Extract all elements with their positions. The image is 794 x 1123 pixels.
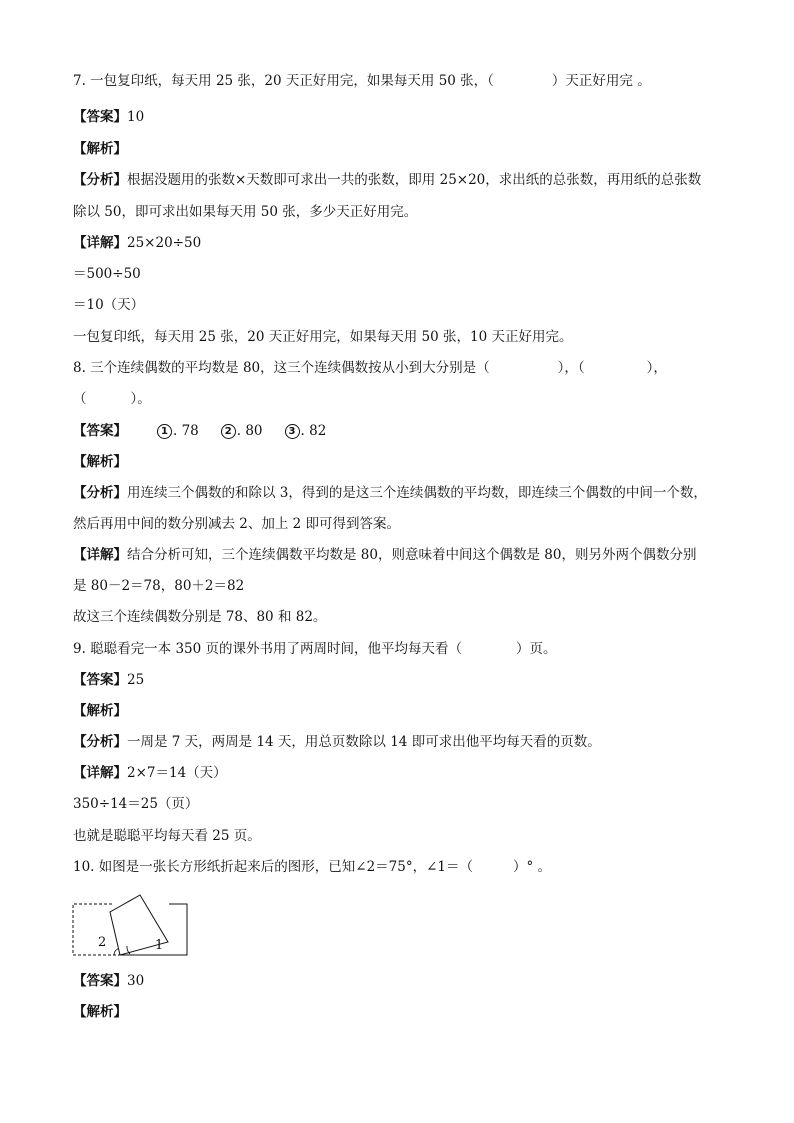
q10-stem-text: 10. 如图是一张长方形纸折起来后的图形，已知∠2＝75°，∠1＝（ xyxy=(73,859,473,875)
q8-conclusion-text: 故这三个连续偶数分别是 78、80 和 82。 xyxy=(73,609,327,625)
q7-detail-3 xyxy=(73,296,144,314)
q9-stem xyxy=(73,640,557,658)
q10-analysis xyxy=(73,1003,127,1021)
q8-stem-sep-2: ）， xyxy=(646,360,667,376)
q8-conclusion xyxy=(73,608,326,626)
fenxi-tag: 【分析】 xyxy=(73,734,127,750)
detail-tag: 【详解】 xyxy=(73,765,127,781)
q7-stem-end: ）天正好用完 。 xyxy=(551,73,651,89)
q8-stem-sep: ），（ xyxy=(557,360,585,376)
q8-stem xyxy=(73,359,667,377)
analysis-tag: 【解析】 xyxy=(73,141,127,157)
q8-answer-3 xyxy=(285,423,327,439)
circled-number-2: 2 xyxy=(221,424,236,439)
q10-stem xyxy=(73,858,551,876)
detail-tag: 【详解】 xyxy=(73,235,127,251)
q7-detail-2 xyxy=(73,265,141,283)
q7-fenxi-text-1: 根据没题用的张数×天数即可求出一共的张数，即用 25×20，求出纸的总张数，再用纸的总张数 xyxy=(127,172,702,188)
q10-stem-end: ）° 。 xyxy=(513,859,552,875)
q8-answer-1 xyxy=(157,423,199,439)
answer-tag: 【答案】 xyxy=(73,423,127,439)
q9-stem-end: ）页。 xyxy=(516,641,557,657)
q7-detail-text-1: 25×20÷50 xyxy=(127,235,202,251)
q8-stem-text: 8. 三个连续偶数的平均数是 80，这三个连续偶数按从小到大分别是（ xyxy=(73,360,490,376)
q8-fenxi-text-2: 然后再用中间的数分别减去 2、加上 2 即可得到答案。 xyxy=(73,516,401,532)
fenxi-tag: 【分析】 xyxy=(73,172,127,188)
q10-answer-value: 30 xyxy=(127,973,145,989)
q9-conclusion xyxy=(73,827,261,845)
q7-detail-text-2: ＝500÷50 xyxy=(73,266,141,282)
circled-number-3: 3 xyxy=(285,424,300,439)
q9-fenxi-text-1: 一周是 7 天，两周是 14 天，用总页数除以 14 即可求出他平均每天看的页数。 xyxy=(127,734,601,750)
q9-detail-text-1: 2×7＝14（天） xyxy=(127,765,227,781)
analysis-tag: 【解析】 xyxy=(73,1004,127,1020)
q9-stem-text: 9. 聪聪看完一本 350 页的课外书用了两周时间，他平均每天看（ xyxy=(73,641,463,657)
q9-detail-1 xyxy=(73,764,227,782)
q8-fenxi-1 xyxy=(73,484,707,502)
q7-detail-1 xyxy=(73,234,201,252)
q7-analysis xyxy=(73,140,127,158)
q9-analysis xyxy=(73,702,127,720)
q8-detail-1 xyxy=(73,546,696,564)
analysis-tag: 【解析】 xyxy=(73,454,127,470)
q7-answer xyxy=(73,108,144,126)
q8-detail-text-2: 是 80－2＝78，80＋2＝82 xyxy=(73,578,245,594)
answer-tag: 【答案】 xyxy=(73,109,127,125)
detail-tag: 【详解】 xyxy=(73,547,127,563)
q7-conclusion-text: 一包复印纸，每天用 25 张，20 天正好用完，如果每天用 50 张，10 天正好用完。 xyxy=(73,329,573,345)
q10-answer xyxy=(73,972,144,990)
q7-stem-text: 7. 一包复印纸，每天用 25 张，20 天正好用完，如果每天用 50 张，（ xyxy=(73,73,494,89)
q9-detail-2 xyxy=(73,795,198,813)
q9-answer xyxy=(73,671,144,689)
q8-detail-text-1: 结合分析可知，三个连续偶数平均数是 80，则意味着中间这个偶数是 80，则另外两个偶数分别 xyxy=(127,547,697,563)
q8-stem-open: （ xyxy=(73,391,87,407)
folded-rectangle-figure xyxy=(72,894,190,958)
q8-answer xyxy=(73,422,326,440)
q8-answer-2 xyxy=(221,423,263,439)
angle-1-label: 1 xyxy=(155,938,164,953)
q8-analysis xyxy=(73,453,127,471)
q9-detail-text-2: 350÷14＝25（页） xyxy=(73,796,199,812)
q7-fenxi-text-2: 除以 50，即可求出如果每天用 50 张，多少天正好用完。 xyxy=(73,204,418,220)
q8-detail-2 xyxy=(73,577,244,595)
answer-tag: 【答案】 xyxy=(73,672,127,688)
q8-fenxi-2 xyxy=(73,515,400,533)
q7-fenxi-1 xyxy=(73,171,701,189)
q7-answer-value: 10 xyxy=(127,109,145,125)
analysis-tag: 【解析】 xyxy=(73,703,127,719)
q8-answer-1-value: . 78 xyxy=(173,423,199,439)
q8-fenxi-text-1: 用连续三个偶数的和除以 3，得到的是这三个连续偶数的平均数，即连续三个偶数的中间一个数， xyxy=(127,485,707,501)
fenxi-tag: 【分析】 xyxy=(73,485,127,501)
q8-stem-cont xyxy=(73,390,151,408)
q7-fenxi-2 xyxy=(73,203,417,221)
q9-fenxi-1 xyxy=(73,733,601,751)
circled-number-1: 1 xyxy=(157,424,172,439)
q9-conclusion-text: 也就是聪聪平均每天看 25 页。 xyxy=(73,828,261,844)
answer-tag: 【答案】 xyxy=(73,973,127,989)
q7-detail-text-3: ＝10（天） xyxy=(73,297,145,313)
angle-2-arc xyxy=(114,949,119,956)
q7-conclusion xyxy=(73,328,572,346)
q9-answer-value: 25 xyxy=(127,672,145,688)
angle-2-label: 2 xyxy=(98,935,107,950)
q8-stem-close: ）。 xyxy=(130,391,151,407)
q8-answer-2-value: . 80 xyxy=(236,423,263,439)
q8-answer-3-value: . 82 xyxy=(300,423,327,439)
q7-stem xyxy=(73,72,651,90)
